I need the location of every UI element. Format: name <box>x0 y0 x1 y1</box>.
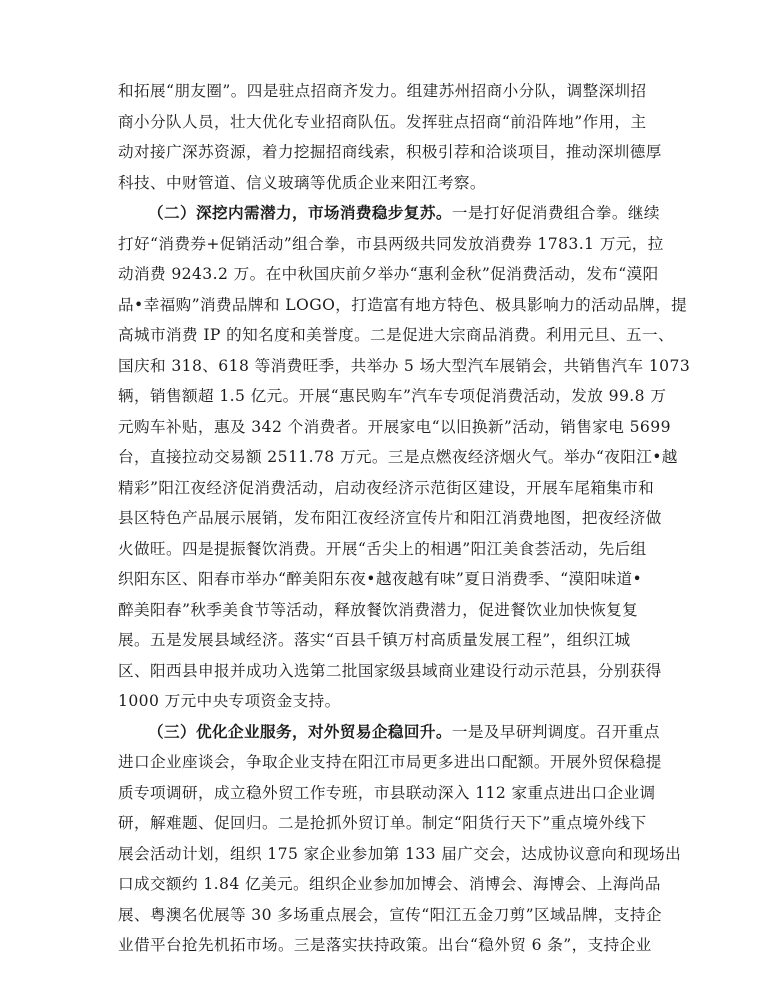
paragraph-foreign-trade <box>118 717 682 961</box>
text-line: 元购车补贴，惠及 342 个消费者。开展家电“以旧换新”活动，销售家电 5699 <box>118 417 671 436</box>
text-line: 1000 万元中央专项资金支持。 <box>118 692 341 710</box>
document-page <box>118 76 691 961</box>
text-line: 高城市消费 IP 的知名度和美誉度。二是促进大宗商品消费。利用元旦、五一、 <box>118 326 674 344</box>
text-line: 质专项调研，成立稳外贸工作专班，市县联动深入 112 家重点进出口企业调 <box>118 783 656 802</box>
section-heading: （二）深挖内需潜力，市场消费稳步复苏。 <box>148 203 452 222</box>
text-line: 口成交额约 1.84 亿美元。组织企业参加加博会、消博会、海博会、上海尚品 <box>118 875 661 893</box>
text-line: 品•幸福购”消费品牌和 LOGO，打造富有地方特色、极具影响力的活动品牌，提 <box>118 295 688 314</box>
paragraph-investment <box>118 76 662 198</box>
text-line: 精彩”阳江夜经济促消费活动，启动夜经济示范街区建设，开展车尾箱集市和 <box>118 478 655 497</box>
text-line <box>118 198 658 229</box>
text-line: 展、粤澳名优展等 30 多场重点展会，宣传“阳江五金刀剪”区域品牌，支持企 <box>118 905 662 924</box>
text-run: 一是及早研判调度。召开重点 <box>451 722 660 741</box>
text-line: 展。五是发展县域经济。落实“百县千镇万村高质量发展工程”，组织江城 <box>118 631 631 649</box>
text-line: 打好“消费券+促销活动”组合拳，市县两级共同发放消费券 1783.1 万元，拉 <box>118 234 664 253</box>
text-run: 一是打好促消费组合拳。继续 <box>451 204 660 222</box>
text-line: 业借平台抢先机拓市场。三是落实扶持政策。出台“稳外贸 6 条”，支持企业 <box>118 936 652 954</box>
text-line: 动消费 9243.2 万。在中秋国庆前夕举办“惠利金秋”促消费活动，发布“漠阳 <box>118 265 659 283</box>
text-line: 区、阳西县申报并成功入选第二批国家级县域商业建设行动示范县，分别获得 <box>118 661 662 680</box>
text-line: 火做旺。四是提振餐饮消费。开展“舌尖上的相遇”阳江美食荟活动，先后组 <box>118 539 647 558</box>
text-line: 动对接广深苏资源，着力挖掘招商线索，积极引荐和洽谈项目，推动深圳德厚 <box>118 143 662 161</box>
text-line: 展会活动计划，组织 175 家企业参加第 133 届广交会，达成协议意向和现场出 <box>118 844 682 863</box>
text-line: 国庆和 318、618 等消费旺季，共举办 5 场大型汽车展销会，共销售汽车 1073 <box>118 356 691 375</box>
text-line: 科技、中财管道、信义玻璃等优质企业来阳江考察。 <box>118 173 486 192</box>
section-heading: （三）优化企业服务，对外贸易企稳回升。 <box>148 721 452 741</box>
text-line: 县区特色产品展示展销，发布阳江夜经济宣传片和阳江消费地图，把夜经济做 <box>118 509 662 527</box>
text-line: 进口企业座谈会，争取企业支持在阳江市局更多进出口配额。开展外贸保稳提 <box>118 753 662 771</box>
text-line: 辆，销售额超 1.5 亿元。开展“惠民购车”汽车专项促消费活动，发放 99.8 万 <box>118 387 667 405</box>
text-line: 台，直接拉动交易额 2511.78 万元。三是点燃夜经济烟火气。举办“夜阳江•越 <box>118 448 678 466</box>
text-line: 研，解难题、促回归。二是抢抓外贸订单。制定“阳货行天下”重点境外线下 <box>118 814 647 832</box>
text-line <box>118 717 658 748</box>
text-line: 织阳东区、阳春市举办“醉美阳东夜•越夜越有味”夏日消费季、“漠阳味道• <box>118 570 643 588</box>
text-line: 商小分队人员，壮大优化专业招商队伍。发挥驻点招商“前沿阵地”作用，主 <box>118 112 647 131</box>
paragraph-consumption <box>118 198 691 717</box>
text-line: 醉美阳春”秋季美食节等活动，释放餐饮消费潜力，促进餐饮业加快恢复复 <box>118 600 639 619</box>
text-line: 和拓展“朋友圈”。四是驻点招商齐发力。组建苏州招商小分队，调整深圳招 <box>118 82 647 100</box>
